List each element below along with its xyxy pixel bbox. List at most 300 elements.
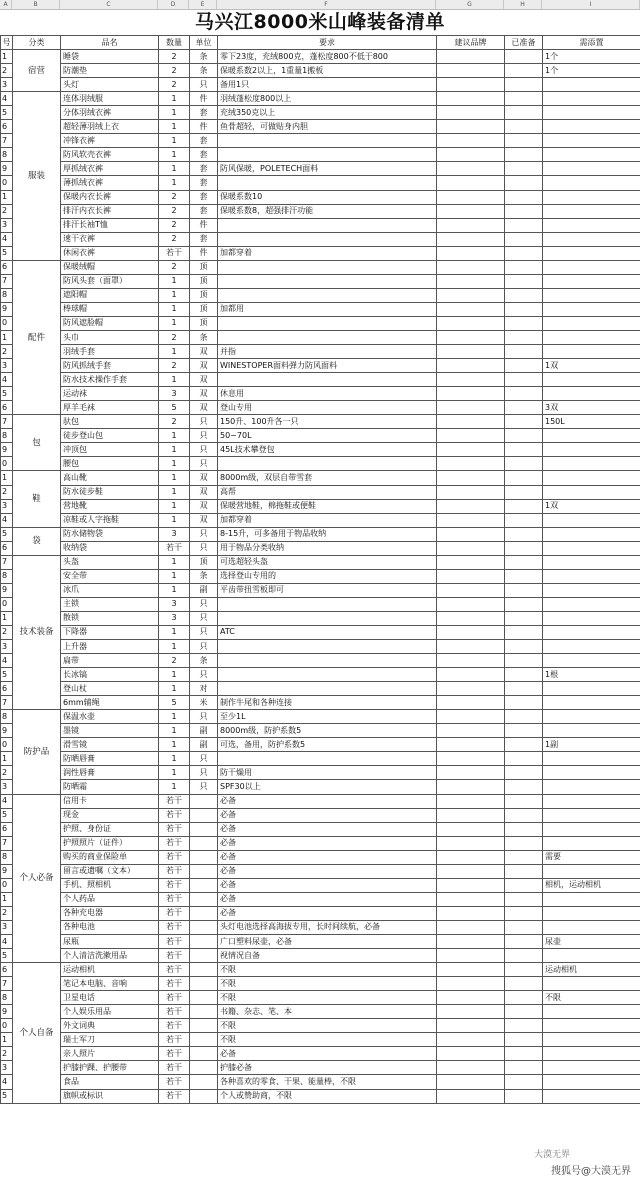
table-row xyxy=(1,1019,640,1033)
prepared-cell xyxy=(505,906,543,920)
category-cell: 服装 xyxy=(13,92,61,261)
unit-cell: 只 xyxy=(190,611,218,625)
prepared-cell xyxy=(505,878,543,892)
to-add-cell: 1个 xyxy=(543,50,640,64)
item-name-cell: 运动相机 xyxy=(61,963,159,977)
prepared-cell xyxy=(505,148,543,162)
column-letter[interactable]: F xyxy=(217,0,436,9)
suggested-brand-cell xyxy=(437,274,505,288)
column-letter[interactable]: I xyxy=(542,0,640,9)
prepared-cell xyxy=(505,864,543,878)
quantity-cell: 1 xyxy=(159,569,190,583)
unit-cell: 双 xyxy=(190,499,218,513)
unit-cell: 只 xyxy=(190,597,218,611)
table-row xyxy=(1,330,640,344)
table-row xyxy=(1,387,640,401)
table-row xyxy=(1,963,640,977)
suggested-brand-cell xyxy=(437,569,505,583)
suggested-brand-cell xyxy=(437,977,505,991)
item-name-cell: 瑞士军刀 xyxy=(61,1033,159,1047)
item-name-cell: 冰爪 xyxy=(61,583,159,597)
suggested-brand-cell xyxy=(437,640,505,654)
sheet-title: 马兴江8000米山峰装备清单 xyxy=(0,9,640,36)
requirement-cell xyxy=(218,457,437,471)
item-name-cell: 头盔 xyxy=(61,555,159,569)
column-letter[interactable]: C xyxy=(60,0,158,9)
quantity-cell: 2 xyxy=(159,232,190,246)
unit-cell: 套 xyxy=(190,190,218,204)
requirement-cell: 必备 xyxy=(218,906,437,920)
row-number-cell: 0 xyxy=(1,457,13,471)
prepared-cell xyxy=(505,850,543,864)
to-add-cell xyxy=(543,611,640,625)
item-name-cell: 手机、照相机 xyxy=(61,878,159,892)
row-number-cell: 9 xyxy=(1,583,13,597)
unit-cell xyxy=(190,822,218,836)
prepared-cell xyxy=(505,373,543,387)
suggested-brand-cell xyxy=(437,64,505,78)
row-number-cell: 5 xyxy=(1,387,13,401)
row-number-cell: 7 xyxy=(1,696,13,710)
item-name-cell: 扁带 xyxy=(61,654,159,668)
item-name-cell: 冲顶包 xyxy=(61,443,159,457)
table-row xyxy=(1,794,640,808)
prepared-cell xyxy=(505,794,543,808)
to-add-cell: 1个 xyxy=(543,64,640,78)
table-row xyxy=(1,527,640,541)
suggested-brand-cell xyxy=(437,625,505,639)
row-number-cell: 4 xyxy=(1,92,13,106)
table-row xyxy=(1,682,640,696)
to-add-cell xyxy=(543,162,640,176)
item-name-cell: 速干衣裤 xyxy=(61,232,159,246)
item-name-cell: 润性唇膏 xyxy=(61,766,159,780)
to-add-cell xyxy=(543,1075,640,1089)
prepared-cell xyxy=(505,682,543,696)
unit-cell: 套 xyxy=(190,176,218,190)
prepared-cell xyxy=(505,260,543,274)
to-add-cell xyxy=(543,120,640,134)
table-row xyxy=(1,892,640,906)
to-add-cell: 3双 xyxy=(543,401,640,415)
item-name-cell: 凉鞋或人字拖鞋 xyxy=(61,513,159,527)
suggested-brand-cell xyxy=(437,471,505,485)
to-add-cell xyxy=(543,822,640,836)
quantity-cell: 若干 xyxy=(159,977,190,991)
unit-cell xyxy=(190,906,218,920)
row-number-cell: 8 xyxy=(1,850,13,864)
quantity-cell: 2 xyxy=(159,415,190,429)
item-name-cell: 超轻薄羽绒上衣 xyxy=(61,120,159,134)
column-letter[interactable]: G xyxy=(436,0,504,9)
header-prepared: 已准备 xyxy=(505,36,543,50)
unit-cell: 顶 xyxy=(190,302,218,316)
to-add-cell: 150L xyxy=(543,415,640,429)
unit-cell: 件 xyxy=(190,246,218,260)
item-name-cell: 食品 xyxy=(61,1075,159,1089)
table-row xyxy=(1,920,640,934)
prepared-cell xyxy=(505,611,543,625)
item-name-cell: 防潮垫 xyxy=(61,64,159,78)
suggested-brand-cell xyxy=(437,920,505,934)
suggested-brand-cell xyxy=(437,682,505,696)
table-row xyxy=(1,429,640,443)
table-row xyxy=(1,246,640,260)
item-name-cell: 排汗长袖T恤 xyxy=(61,218,159,232)
requirement-cell xyxy=(218,274,437,288)
quantity-cell: 若干 xyxy=(159,850,190,864)
requirement-cell xyxy=(218,752,437,766)
suggested-brand-cell xyxy=(437,1061,505,1075)
suggested-brand-cell xyxy=(437,92,505,106)
prepared-cell xyxy=(505,1047,543,1061)
prepared-cell xyxy=(505,471,543,485)
to-add-cell xyxy=(543,302,640,316)
suggested-brand-cell xyxy=(437,190,505,204)
item-name-cell: 防水储物袋 xyxy=(61,527,159,541)
unit-cell: 双 xyxy=(190,373,218,387)
requirement-cell: 休息用 xyxy=(218,387,437,401)
to-add-cell xyxy=(543,330,640,344)
header-number: 号 xyxy=(1,36,13,50)
row-number-cell: 9 xyxy=(1,443,13,457)
item-name-cell: 防风遮脸帽 xyxy=(61,316,159,330)
unit-cell: 双 xyxy=(190,485,218,499)
quantity-cell: 2 xyxy=(159,64,190,78)
requirement-cell: 不限 xyxy=(218,963,437,977)
quantity-cell: 若干 xyxy=(159,878,190,892)
requirement-cell: 不限 xyxy=(218,977,437,991)
requirement-cell: 加都用 xyxy=(218,302,437,316)
unit-cell: 条 xyxy=(190,330,218,344)
to-add-cell xyxy=(543,710,640,724)
item-name-cell: 分体羽绒衣裤 xyxy=(61,106,159,120)
table-row xyxy=(1,836,640,850)
to-add-cell xyxy=(543,597,640,611)
row-number-cell: 4 xyxy=(1,654,13,668)
item-name-cell: 笔记本电脑、音响 xyxy=(61,977,159,991)
table-row xyxy=(1,724,640,738)
column-letter[interactable]: H xyxy=(504,0,542,9)
suggested-brand-cell xyxy=(437,696,505,710)
item-name-cell: 厚羊毛袜 xyxy=(61,401,159,415)
row-number-cell: 0 xyxy=(1,878,13,892)
requirement-cell xyxy=(218,668,437,682)
to-add-cell xyxy=(543,569,640,583)
category-cell: 技术装备 xyxy=(13,555,61,710)
row-number-cell: 5 xyxy=(1,668,13,682)
suggested-brand-cell xyxy=(437,555,505,569)
row-number-cell: 4 xyxy=(1,513,13,527)
prepared-cell xyxy=(505,766,543,780)
table-row xyxy=(1,190,640,204)
to-add-cell xyxy=(543,92,640,106)
quantity-cell: 若干 xyxy=(159,892,190,906)
requirement-cell: 必备 xyxy=(218,1047,437,1061)
unit-cell xyxy=(190,836,218,850)
prepared-cell xyxy=(505,50,543,64)
unit-cell: 顶 xyxy=(190,316,218,330)
to-add-cell xyxy=(543,471,640,485)
quantity-cell: 若干 xyxy=(159,1005,190,1019)
prepared-cell xyxy=(505,232,543,246)
table-header-row xyxy=(1,36,640,50)
to-add-cell xyxy=(543,443,640,457)
item-name-cell: 防水技术操作手套 xyxy=(61,373,159,387)
prepared-cell xyxy=(505,892,543,906)
table-row xyxy=(1,260,640,274)
suggested-brand-cell xyxy=(437,260,505,274)
requirement-cell: 必备 xyxy=(218,794,437,808)
table-row xyxy=(1,780,640,794)
table-row xyxy=(1,1089,640,1103)
table-row xyxy=(1,443,640,457)
item-name-cell: 防晒霜 xyxy=(61,780,159,794)
table-row xyxy=(1,373,640,387)
item-name-cell: 个人娱乐用品 xyxy=(61,1005,159,1019)
to-add-cell xyxy=(543,780,640,794)
row-number-cell: 7 xyxy=(1,415,13,429)
suggested-brand-cell xyxy=(437,443,505,457)
unit-cell xyxy=(190,1033,218,1047)
suggested-brand-cell xyxy=(437,204,505,218)
unit-cell xyxy=(190,935,218,949)
row-number-cell: 8 xyxy=(1,429,13,443)
unit-cell: 双 xyxy=(190,401,218,415)
requirement-cell: 必备 xyxy=(218,878,437,892)
item-name-cell: 护膝护踝、护腰带 xyxy=(61,1061,159,1075)
requirement-cell: 选择登山专用的 xyxy=(218,569,437,583)
prepared-cell xyxy=(505,457,543,471)
suggested-brand-cell xyxy=(437,148,505,162)
unit-cell xyxy=(190,794,218,808)
suggested-brand-cell xyxy=(437,991,505,1005)
requirement-cell: 8000m级，双层自带雪套 xyxy=(218,471,437,485)
quantity-cell: 1 xyxy=(159,668,190,682)
category-cell: 袋 xyxy=(13,527,61,555)
quantity-cell: 1 xyxy=(159,752,190,766)
to-add-cell: 相机，运动相机 xyxy=(543,878,640,892)
to-add-cell xyxy=(543,794,640,808)
to-add-cell xyxy=(543,920,640,934)
prepared-cell xyxy=(505,696,543,710)
table-row xyxy=(1,316,640,330)
equipment-table xyxy=(0,35,640,1104)
row-number-cell: 0 xyxy=(1,738,13,752)
suggested-brand-cell xyxy=(437,513,505,527)
unit-cell: 套 xyxy=(190,148,218,162)
unit-cell xyxy=(190,977,218,991)
suggested-brand-cell xyxy=(437,822,505,836)
quantity-cell: 1 xyxy=(159,555,190,569)
prepared-cell xyxy=(505,569,543,583)
suggested-brand-cell xyxy=(437,176,505,190)
prepared-cell xyxy=(505,345,543,359)
column-letter[interactable]: E xyxy=(189,0,217,9)
category-cell: 包 xyxy=(13,415,61,471)
quantity-cell: 若干 xyxy=(159,1089,190,1103)
row-number-cell: 7 xyxy=(1,555,13,569)
requirement-cell: 保暖系数10 xyxy=(218,190,437,204)
item-name-cell: 卫星电话 xyxy=(61,991,159,1005)
to-add-cell xyxy=(543,1061,640,1075)
requirement-cell xyxy=(218,148,437,162)
header-to-add: 需添置 xyxy=(543,36,640,50)
table-row xyxy=(1,232,640,246)
table-row xyxy=(1,120,640,134)
row-number-cell: 3 xyxy=(1,78,13,92)
row-number-cell: 8 xyxy=(1,569,13,583)
row-number-cell: 2 xyxy=(1,345,13,359)
to-add-cell xyxy=(543,1033,640,1047)
row-number-cell: 5 xyxy=(1,808,13,822)
prepared-cell xyxy=(505,935,543,949)
quantity-cell: 若干 xyxy=(159,808,190,822)
to-add-cell: 不限 xyxy=(543,991,640,1005)
to-add-cell xyxy=(543,246,640,260)
quantity-cell: 2 xyxy=(159,190,190,204)
requirement-cell: 不限 xyxy=(218,1033,437,1047)
column-letter[interactable]: A xyxy=(0,0,12,9)
unit-cell: 套 xyxy=(190,134,218,148)
row-number-cell: 6 xyxy=(1,260,13,274)
quantity-cell: 1 xyxy=(159,162,190,176)
column-letter[interactable]: B xyxy=(12,0,60,9)
to-add-cell xyxy=(543,640,640,654)
quantity-cell: 若干 xyxy=(159,1061,190,1075)
table-row xyxy=(1,499,640,513)
row-number-cell: 5 xyxy=(1,106,13,120)
quantity-cell: 若干 xyxy=(159,246,190,260)
table-row xyxy=(1,106,640,120)
item-name-cell: 上升器 xyxy=(61,640,159,654)
to-add-cell xyxy=(543,106,640,120)
unit-cell xyxy=(190,1019,218,1033)
row-number-cell: 2 xyxy=(1,1047,13,1061)
quantity-cell: 若干 xyxy=(159,906,190,920)
item-name-cell: 墨镜 xyxy=(61,724,159,738)
row-number-cell: 1 xyxy=(1,50,13,64)
prepared-cell xyxy=(505,710,543,724)
unit-cell: 副 xyxy=(190,724,218,738)
unit-cell: 副 xyxy=(190,583,218,597)
suggested-brand-cell xyxy=(437,120,505,134)
to-add-cell xyxy=(543,78,640,92)
row-number-cell: 8 xyxy=(1,991,13,1005)
table-row xyxy=(1,288,640,302)
row-number-cell: 7 xyxy=(1,836,13,850)
requirement-cell: 充绒350克以上 xyxy=(218,106,437,120)
prepared-cell xyxy=(505,597,543,611)
prepared-cell xyxy=(505,415,543,429)
header-unit: 单位 xyxy=(190,36,218,50)
item-name-cell: 保暖内衣长裤 xyxy=(61,190,159,204)
suggested-brand-cell xyxy=(437,162,505,176)
unit-cell: 只 xyxy=(190,415,218,429)
to-add-cell xyxy=(543,766,640,780)
prepared-cell xyxy=(505,920,543,934)
to-add-cell xyxy=(543,696,640,710)
table-row xyxy=(1,935,640,949)
unit-cell: 套 xyxy=(190,162,218,176)
table-row xyxy=(1,808,640,822)
prepared-cell xyxy=(505,134,543,148)
to-add-cell xyxy=(543,836,640,850)
requirement-cell: 可选超轻头盔 xyxy=(218,555,437,569)
quantity-cell: 2 xyxy=(159,359,190,373)
row-number-cell: 1 xyxy=(1,190,13,204)
prepared-cell xyxy=(505,949,543,963)
requirement-cell: 护膝必备 xyxy=(218,1061,437,1075)
quantity-cell: 3 xyxy=(159,527,190,541)
quantity-cell: 1 xyxy=(159,120,190,134)
requirement-cell: 头灯电池选择高海拔专用，长时间续航，必备 xyxy=(218,920,437,934)
row-number-cell: 0 xyxy=(1,1019,13,1033)
quantity-cell: 2 xyxy=(159,218,190,232)
suggested-brand-cell xyxy=(437,780,505,794)
row-number-cell: 6 xyxy=(1,822,13,836)
unit-cell: 套 xyxy=(190,204,218,218)
prepared-cell xyxy=(505,274,543,288)
quantity-cell: 若干 xyxy=(159,864,190,878)
suggested-brand-cell xyxy=(437,611,505,625)
to-add-cell xyxy=(543,190,640,204)
prepared-cell xyxy=(505,106,543,120)
prepared-cell xyxy=(505,541,543,555)
table-row xyxy=(1,1047,640,1061)
table-row xyxy=(1,555,640,569)
suggested-brand-cell xyxy=(437,1019,505,1033)
row-number-cell: 9 xyxy=(1,302,13,316)
item-name-cell: 防风软壳衣裤 xyxy=(61,148,159,162)
table-row xyxy=(1,1033,640,1047)
unit-cell: 顶 xyxy=(190,555,218,569)
unit-cell: 双 xyxy=(190,471,218,485)
suggested-brand-cell xyxy=(437,1033,505,1047)
unit-cell: 双 xyxy=(190,359,218,373)
unit-cell xyxy=(190,808,218,822)
item-name-cell: 亲人照片 xyxy=(61,1047,159,1061)
suggested-brand-cell xyxy=(437,766,505,780)
to-add-cell xyxy=(543,541,640,555)
to-add-cell: 1副 xyxy=(543,738,640,752)
prepared-cell xyxy=(505,1005,543,1019)
table-row xyxy=(1,696,640,710)
prepared-cell xyxy=(505,443,543,457)
requirement-cell: 羽绒蓬松度800以上 xyxy=(218,92,437,106)
to-add-cell xyxy=(543,260,640,274)
quantity-cell: 1 xyxy=(159,288,190,302)
table-row xyxy=(1,471,640,485)
quantity-cell: 若干 xyxy=(159,935,190,949)
suggested-brand-cell xyxy=(437,401,505,415)
to-add-cell xyxy=(543,583,640,597)
column-letter[interactable]: D xyxy=(158,0,189,9)
item-name-cell: 驮包 xyxy=(61,415,159,429)
to-add-cell: 尿壶 xyxy=(543,935,640,949)
table-row xyxy=(1,710,640,724)
row-number-cell: 3 xyxy=(1,920,13,934)
unit-cell: 只 xyxy=(190,429,218,443)
row-number-cell: 3 xyxy=(1,640,13,654)
row-number-cell: 8 xyxy=(1,288,13,302)
prepared-cell xyxy=(505,204,543,218)
unit-cell: 件 xyxy=(190,120,218,134)
quantity-cell: 若干 xyxy=(159,991,190,1005)
requirement-cell: 个人或赞助商，不限 xyxy=(218,1089,437,1103)
suggested-brand-cell xyxy=(437,316,505,330)
unit-cell: 顶 xyxy=(190,288,218,302)
